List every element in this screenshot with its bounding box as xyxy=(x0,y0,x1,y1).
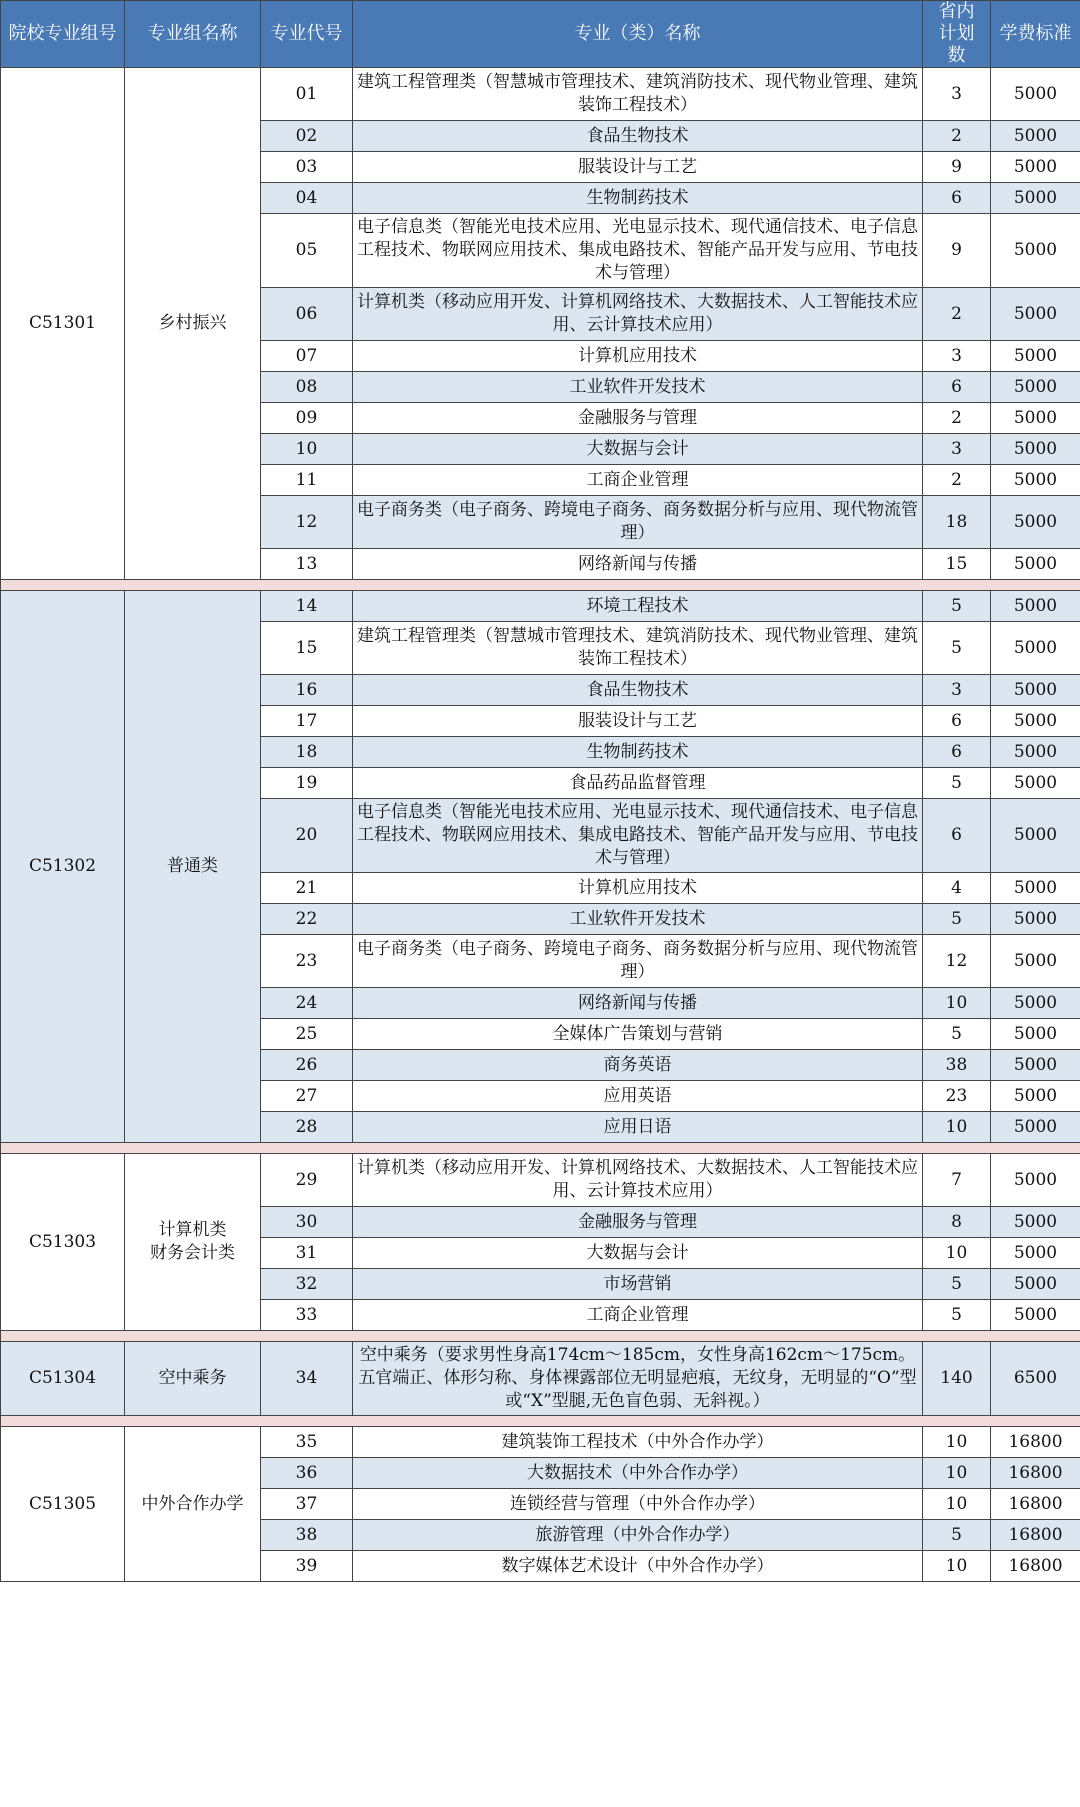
tuition-cell: 5000 xyxy=(991,152,1080,183)
tuition-cell: 5000 xyxy=(991,622,1080,675)
tuition-cell: 5000 xyxy=(991,1081,1080,1112)
major-code-cell: 18 xyxy=(261,737,353,768)
plan-count-cell: 7 xyxy=(923,1154,991,1207)
major-name-cell: 食品生物技术 xyxy=(353,675,923,706)
tuition-cell: 5000 xyxy=(991,1207,1080,1238)
plan-count-cell: 2 xyxy=(923,288,991,341)
plan-count-cell: 6 xyxy=(923,183,991,214)
plan-count-cell: 6 xyxy=(923,737,991,768)
major-code-cell: 37 xyxy=(261,1489,353,1520)
plan-count-cell: 8 xyxy=(923,1207,991,1238)
tuition-cell: 5000 xyxy=(991,465,1080,496)
major-code-cell: 35 xyxy=(261,1427,353,1458)
major-code-cell: 22 xyxy=(261,904,353,935)
plan-count-cell: 5 xyxy=(923,768,991,799)
plan-count-cell: 6 xyxy=(923,706,991,737)
tuition-cell: 5000 xyxy=(991,873,1080,904)
separator-cell xyxy=(1,1416,1080,1427)
major-name-cell: 环境工程技术 xyxy=(353,591,923,622)
major-code-cell: 28 xyxy=(261,1112,353,1143)
major-name-cell: 食品生物技术 xyxy=(353,121,923,152)
plan-count-cell: 3 xyxy=(923,434,991,465)
major-name-cell: 全媒体广告策划与营销 xyxy=(353,1019,923,1050)
major-name-cell: 计算机类（移动应用开发、计算机网络技术、大数据技术、人工智能技术应用、云计算技术应用） xyxy=(353,1154,923,1207)
major-name-cell: 商务英语 xyxy=(353,1050,923,1081)
major-name-cell: 食品药品监督管理 xyxy=(353,768,923,799)
major-code-cell: 27 xyxy=(261,1081,353,1112)
major-code-cell: 36 xyxy=(261,1458,353,1489)
header-group-code: 院校专业组号 xyxy=(1,1,125,68)
plan-count-cell: 3 xyxy=(923,68,991,121)
major-code-cell: 05 xyxy=(261,214,353,288)
table-row xyxy=(1,68,1080,121)
major-code-cell: 10 xyxy=(261,434,353,465)
tuition-cell: 5000 xyxy=(991,183,1080,214)
plan-count-cell: 140 xyxy=(923,1342,991,1416)
plan-count-cell: 10 xyxy=(923,1238,991,1269)
tuition-cell: 5000 xyxy=(991,1112,1080,1143)
major-name-cell: 计算机应用技术 xyxy=(353,873,923,904)
major-name-cell: 工业软件开发技术 xyxy=(353,372,923,403)
major-code-cell: 30 xyxy=(261,1207,353,1238)
major-name-cell: 空中乘务（要求男性身高174cm～185cm，女性身高162cm～175cm。五官端正、体形匀称、身体裸露部位无明显疤痕，无纹身，无明显的“O”型或“X”型腿,无色盲色弱、无斜视。） xyxy=(353,1342,923,1416)
major-code-cell: 25 xyxy=(261,1019,353,1050)
tuition-cell: 5000 xyxy=(991,988,1080,1019)
major-name-cell: 电子信息类（智能光电技术应用、光电显示技术、现代通信技术、电子信息工程技术、物联网应用技术、集成电路技术、智能产品开发与应用、节电技术与管理） xyxy=(353,214,923,288)
tuition-cell: 16800 xyxy=(991,1427,1080,1458)
tuition-cell: 5000 xyxy=(991,549,1080,580)
major-code-cell: 34 xyxy=(261,1342,353,1416)
tuition-cell: 5000 xyxy=(991,121,1080,152)
major-name-cell: 大数据技术（中外合作办学） xyxy=(353,1458,923,1489)
plan-count-cell: 5 xyxy=(923,1019,991,1050)
major-code-cell: 23 xyxy=(261,935,353,988)
plan-count-cell: 12 xyxy=(923,935,991,988)
tuition-cell: 5000 xyxy=(991,1300,1080,1331)
tuition-cell: 5000 xyxy=(991,341,1080,372)
major-name-cell: 建筑工程管理类（智慧城市管理技术、建筑消防技术、现代物业管理、建筑装饰工程技术） xyxy=(353,68,923,121)
table-body xyxy=(1,68,1080,1582)
major-name-cell: 网络新闻与传播 xyxy=(353,988,923,1019)
major-name-cell: 金融服务与管理 xyxy=(353,1207,923,1238)
tuition-cell: 5000 xyxy=(991,1269,1080,1300)
major-name-cell: 服装设计与工艺 xyxy=(353,706,923,737)
header-major-code: 专业代号 xyxy=(261,1,353,68)
major-code-cell: 39 xyxy=(261,1551,353,1582)
major-code-cell: 01 xyxy=(261,68,353,121)
header-tuition: 学费标准 xyxy=(991,1,1080,68)
header-row xyxy=(1,1,1080,68)
major-name-cell: 建筑工程管理类（智慧城市管理技术、建筑消防技术、现代物业管理、建筑装饰工程技术） xyxy=(353,622,923,675)
table-row xyxy=(1,591,1080,622)
plan-count-cell: 2 xyxy=(923,121,991,152)
table-row xyxy=(1,1342,1080,1416)
tuition-cell: 5000 xyxy=(991,434,1080,465)
group-separator xyxy=(1,1331,1080,1342)
major-code-cell: 14 xyxy=(261,591,353,622)
major-name-cell: 服装设计与工艺 xyxy=(353,152,923,183)
group-code-cell: C51304 xyxy=(1,1342,125,1416)
plan-count-cell: 10 xyxy=(923,1458,991,1489)
major-name-cell: 电子信息类（智能光电技术应用、光电显示技术、现代通信技术、电子信息工程技术、物联网应用技术、集成电路技术、智能产品开发与应用、节电技术与管理） xyxy=(353,799,923,873)
group-code-cell: C51302 xyxy=(1,591,125,1143)
plan-count-cell: 5 xyxy=(923,904,991,935)
major-code-cell: 29 xyxy=(261,1154,353,1207)
major-code-cell: 13 xyxy=(261,549,353,580)
major-name-cell: 工商企业管理 xyxy=(353,465,923,496)
major-name-cell: 工商企业管理 xyxy=(353,1300,923,1331)
plan-count-cell: 9 xyxy=(923,152,991,183)
major-name-cell: 网络新闻与传播 xyxy=(353,549,923,580)
major-code-cell: 17 xyxy=(261,706,353,737)
group-code-cell: C51305 xyxy=(1,1427,125,1582)
group-separator xyxy=(1,1143,1080,1154)
group-name-cell: 乡村振兴 xyxy=(125,68,261,580)
major-name-cell: 金融服务与管理 xyxy=(353,403,923,434)
group-code-cell: C51301 xyxy=(1,68,125,580)
tuition-cell: 5000 xyxy=(991,403,1080,434)
plan-count-cell: 23 xyxy=(923,1081,991,1112)
major-code-cell: 09 xyxy=(261,403,353,434)
major-name-cell: 市场营销 xyxy=(353,1269,923,1300)
major-name-cell: 数字媒体艺术设计（中外合作办学） xyxy=(353,1551,923,1582)
plan-count-cell: 5 xyxy=(923,1300,991,1331)
major-code-cell: 07 xyxy=(261,341,353,372)
plan-count-cell: 10 xyxy=(923,1112,991,1143)
major-name-cell: 计算机应用技术 xyxy=(353,341,923,372)
group-separator xyxy=(1,580,1080,591)
major-code-cell: 21 xyxy=(261,873,353,904)
tuition-cell: 5000 xyxy=(991,799,1080,873)
tuition-cell: 5000 xyxy=(991,372,1080,403)
major-code-cell: 11 xyxy=(261,465,353,496)
tuition-cell: 5000 xyxy=(991,768,1080,799)
plan-count-cell: 6 xyxy=(923,372,991,403)
major-code-cell: 04 xyxy=(261,183,353,214)
major-code-cell: 19 xyxy=(261,768,353,799)
major-name-cell: 生物制药技术 xyxy=(353,737,923,768)
major-name-cell: 建筑装饰工程技术（中外合作办学） xyxy=(353,1427,923,1458)
major-code-cell: 15 xyxy=(261,622,353,675)
tuition-cell: 5000 xyxy=(991,706,1080,737)
tuition-cell: 6500 xyxy=(991,1342,1080,1416)
major-name-cell: 大数据与会计 xyxy=(353,1238,923,1269)
major-name-cell: 应用英语 xyxy=(353,1081,923,1112)
tuition-cell: 16800 xyxy=(991,1551,1080,1582)
major-code-cell: 12 xyxy=(261,496,353,549)
plan-count-cell: 2 xyxy=(923,465,991,496)
group-name-cell: 普通类 xyxy=(125,591,261,1143)
table-row xyxy=(1,1427,1080,1458)
major-code-cell: 20 xyxy=(261,799,353,873)
major-name-cell: 计算机类（移动应用开发、计算机网络技术、大数据技术、人工智能技术应用、云计算技术应用） xyxy=(353,288,923,341)
major-code-cell: 33 xyxy=(261,1300,353,1331)
tuition-cell: 5000 xyxy=(991,1238,1080,1269)
major-code-cell: 03 xyxy=(261,152,353,183)
major-code-cell: 24 xyxy=(261,988,353,1019)
major-code-cell: 32 xyxy=(261,1269,353,1300)
major-code-cell: 31 xyxy=(261,1238,353,1269)
tuition-cell: 5000 xyxy=(991,1050,1080,1081)
tuition-cell: 5000 xyxy=(991,496,1080,549)
group-code-cell: C51303 xyxy=(1,1154,125,1331)
major-name-cell: 连锁经营与管理（中外合作办学） xyxy=(353,1489,923,1520)
tuition-cell: 5000 xyxy=(991,1019,1080,1050)
major-code-cell: 02 xyxy=(261,121,353,152)
plan-count-cell: 10 xyxy=(923,1427,991,1458)
major-code-cell: 26 xyxy=(261,1050,353,1081)
plan-count-cell: 10 xyxy=(923,1489,991,1520)
tuition-cell: 5000 xyxy=(991,904,1080,935)
table-row xyxy=(1,1154,1080,1207)
tuition-cell: 5000 xyxy=(991,68,1080,121)
header-major-name: 专业（类）名称 xyxy=(353,1,923,68)
plan-count-cell: 4 xyxy=(923,873,991,904)
major-name-cell: 电子商务类（电子商务、跨境电子商务、商务数据分析与应用、现代物流管理） xyxy=(353,496,923,549)
plan-count-cell: 9 xyxy=(923,214,991,288)
major-name-cell: 旅游管理（中外合作办学） xyxy=(353,1520,923,1551)
plan-count-cell: 2 xyxy=(923,403,991,434)
major-name-cell: 工业软件开发技术 xyxy=(353,904,923,935)
group-name-cell: 中外合作办学 xyxy=(125,1427,261,1582)
major-code-cell: 38 xyxy=(261,1520,353,1551)
plan-count-cell: 6 xyxy=(923,799,991,873)
plan-count-cell: 5 xyxy=(923,591,991,622)
plan-count-cell: 38 xyxy=(923,1050,991,1081)
plan-count-cell: 18 xyxy=(923,496,991,549)
plan-count-cell: 5 xyxy=(923,1520,991,1551)
tuition-cell: 5000 xyxy=(991,1154,1080,1207)
tuition-cell: 5000 xyxy=(991,288,1080,341)
plan-count-cell: 5 xyxy=(923,1269,991,1300)
tuition-cell: 16800 xyxy=(991,1489,1080,1520)
plan-count-cell: 15 xyxy=(923,549,991,580)
tuition-cell: 16800 xyxy=(991,1458,1080,1489)
plan-count-cell: 5 xyxy=(923,622,991,675)
header-group-name: 专业组名称 xyxy=(125,1,261,68)
separator-cell xyxy=(1,1331,1080,1342)
tuition-cell: 5000 xyxy=(991,935,1080,988)
tuition-cell: 5000 xyxy=(991,675,1080,706)
group-name-cell: 空中乘务 xyxy=(125,1342,261,1416)
major-name-cell: 大数据与会计 xyxy=(353,434,923,465)
plan-count-cell: 10 xyxy=(923,1551,991,1582)
major-code-cell: 16 xyxy=(261,675,353,706)
plan-count-cell: 10 xyxy=(923,988,991,1019)
major-name-cell: 电子商务类（电子商务、跨境电子商务、商务数据分析与应用、现代物流管理） xyxy=(353,935,923,988)
separator-cell xyxy=(1,1143,1080,1154)
tuition-cell: 16800 xyxy=(991,1520,1080,1551)
major-code-cell: 08 xyxy=(261,372,353,403)
plan-count-cell: 3 xyxy=(923,675,991,706)
header-plan-count: 省内计划数 xyxy=(923,1,991,68)
group-separator xyxy=(1,1416,1080,1427)
tuition-cell: 5000 xyxy=(991,214,1080,288)
plan-count-cell: 3 xyxy=(923,341,991,372)
major-code-cell: 06 xyxy=(261,288,353,341)
tuition-cell: 5000 xyxy=(991,591,1080,622)
tuition-cell: 5000 xyxy=(991,737,1080,768)
group-name-cell: 计算机类 财务会计类 xyxy=(125,1154,261,1331)
major-name-cell: 应用日语 xyxy=(353,1112,923,1143)
separator-cell xyxy=(1,580,1080,591)
major-name-cell: 生物制药技术 xyxy=(353,183,923,214)
